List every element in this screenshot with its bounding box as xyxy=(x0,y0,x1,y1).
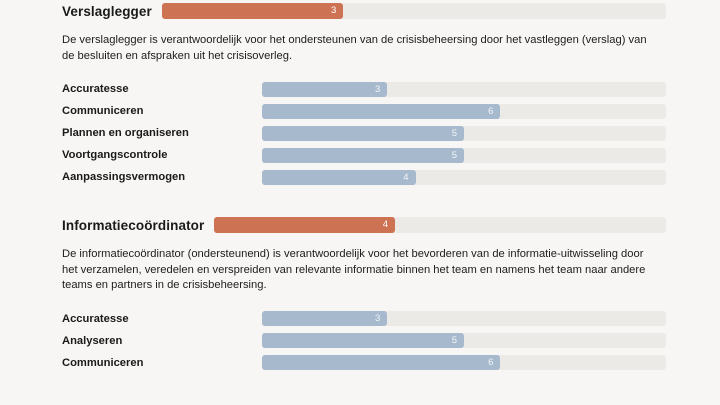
list-item xyxy=(62,144,666,166)
bar-fill xyxy=(262,126,464,141)
competency-bar xyxy=(262,126,666,141)
section-score-bar xyxy=(162,3,666,19)
bar-fill xyxy=(262,82,387,97)
bar-fill xyxy=(262,104,500,119)
competency-list xyxy=(62,78,666,188)
competency-bar xyxy=(262,104,666,119)
competency-bar xyxy=(262,333,666,348)
section-spacer xyxy=(62,188,666,214)
bar-fill xyxy=(262,170,416,185)
bar-value: 3 xyxy=(374,83,381,95)
bar-value: 6 xyxy=(488,105,494,117)
competency-bar xyxy=(262,355,666,370)
list-item xyxy=(62,122,666,144)
competency-label: Accuratesse xyxy=(62,312,129,325)
bar-fill xyxy=(262,355,500,370)
bar-fill xyxy=(262,148,464,163)
competency-list xyxy=(62,308,666,374)
list-item xyxy=(62,308,666,330)
bar-value: 6 xyxy=(488,357,494,368)
bar-fill xyxy=(262,311,387,326)
competency-label: Voortgangscontrole xyxy=(62,149,168,161)
section-informatiecoordinator xyxy=(62,214,666,374)
section-score-bar xyxy=(214,217,666,233)
section-header xyxy=(62,214,666,236)
bar-value: 5 xyxy=(451,335,457,346)
bar-value: 5 xyxy=(451,127,457,139)
list-item xyxy=(62,166,666,188)
list-item xyxy=(62,100,666,122)
bar-value: 3 xyxy=(374,313,381,324)
competency-bar xyxy=(262,170,666,185)
section-header xyxy=(62,0,666,22)
competency-label: Aanpassingsvermogen xyxy=(62,171,186,183)
bar-value: 5 xyxy=(451,149,457,161)
competency-bar xyxy=(262,311,666,326)
bar-fill xyxy=(162,3,343,19)
competency-label: Communiceren xyxy=(62,105,144,117)
list-item xyxy=(62,330,666,352)
bar-value: 3 xyxy=(331,5,337,16)
competency-label: Accuratesse xyxy=(62,83,129,95)
section-verslaglegger xyxy=(62,0,666,188)
competency-label: Analyseren xyxy=(62,334,123,347)
competency-label: Communiceren xyxy=(62,356,144,369)
list-item xyxy=(62,78,666,100)
bar-fill xyxy=(262,333,464,348)
bar-fill xyxy=(214,217,395,233)
section-description: De verslaglegger is verantwoordelijk voor het ondersteunen van de crisisbeheersing door het vastleggen (verslag) van de besluiten en afspraken uit het crisisoverleg. xyxy=(62,34,647,62)
competency-bar xyxy=(262,148,666,163)
competency-label: Plannen en organiseren xyxy=(62,127,189,139)
competency-bar xyxy=(262,82,666,97)
bar-value: 4 xyxy=(382,219,389,230)
list-item xyxy=(62,352,666,374)
section-title: Informatiecoördinator xyxy=(62,217,205,233)
section-description: De informatiecoördinator (ondersteunend) is verantwoordelijk voor het bevorderen van de informatie-uitwisseling door het verzamelen, veredelen en verspreiden van relevante informatie binnen het team en namens het team naar andere teams en partners in de crisisbeheersing. xyxy=(62,248,646,291)
section-title: Verslaglegger xyxy=(62,3,152,19)
bar-value: 4 xyxy=(403,171,409,183)
